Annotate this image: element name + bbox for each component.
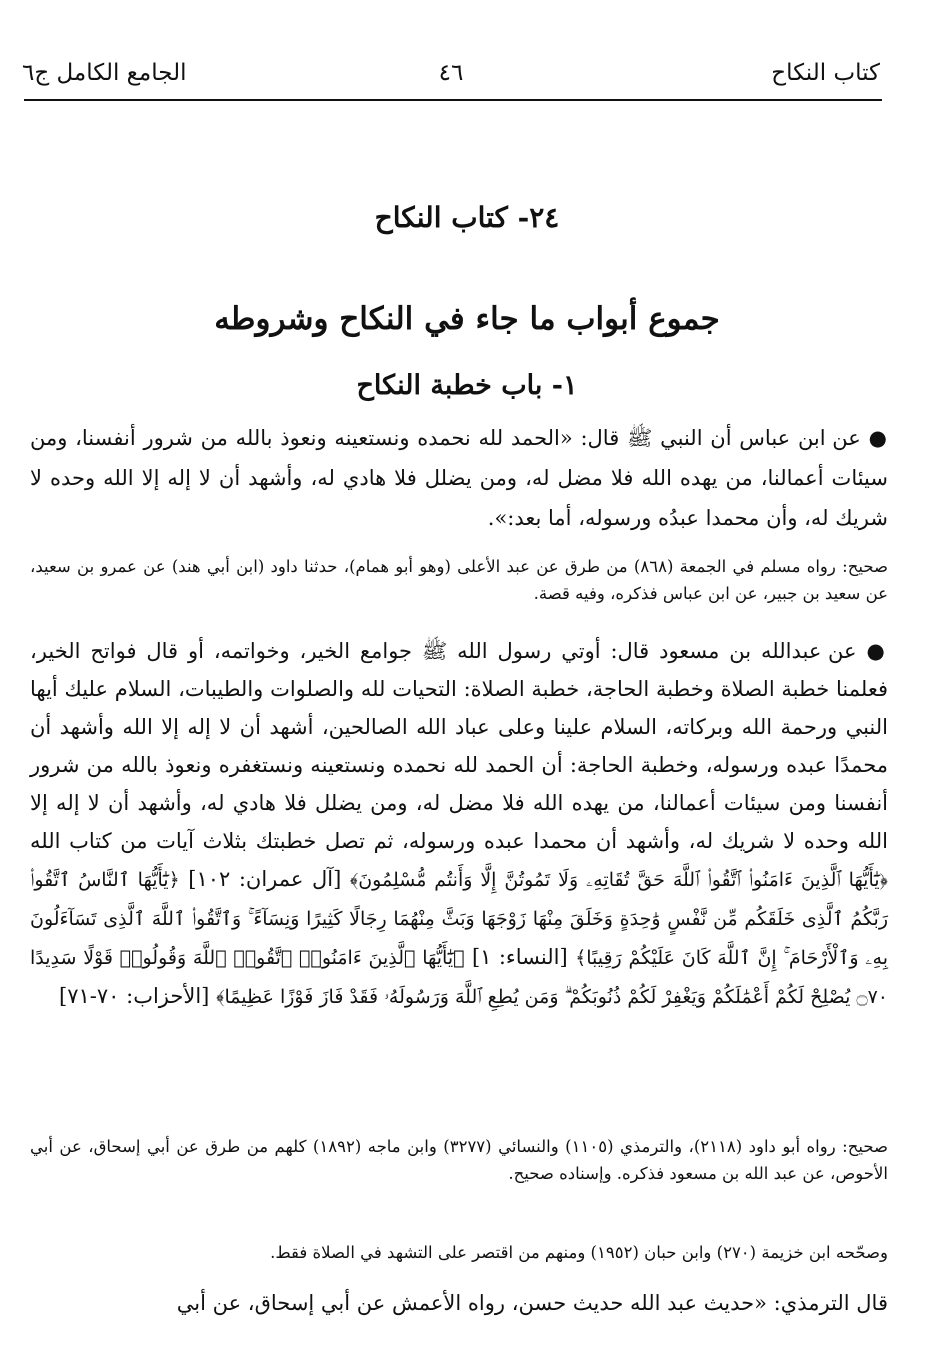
tirmidhi-comment-text: قال الترمذي: «حديث عبد الله حديث حسن، رواه الأعمش عن أبي إسحاق، عن أبي <box>176 1291 888 1315</box>
header-volume-title: الجامع الكامل ج٦ <box>22 60 187 86</box>
takhrij-note-1-text: صحيح: رواه مسلم في الجمعة (٨٦٨) من طرق عن عبد الأعلى (وهو أبو همام)، حدثنا داود (ابن أبي هند) عن عمرو بن سعيد، عن سعيد بن جبير، عن ابن عباس فذكره، وفيه قصة. <box>30 557 888 603</box>
hadith-2 <box>30 632 888 1016</box>
quran-verse-2: ﴿يَٰٓأَيُّهَا ٱلنَّاسُ ٱتَّقُوا۟ رَبَّكُمُ ٱلَّذِى خَلَقَكُم مِّن نَّفْسٍ وَٰحِدَةٍ وَخَلَقَ مِنْهَا زَوْجَهَا وَبَثَّ مِنْهُمَا رِجَالًا كَثِيرًا وَنِسَآءً ۚ وَٱتَّقُوا۟ ٱللَّهَ ٱلَّذِى تَسَآءَلُونَ بِهِۦ وَٱلْأَرْحَامَ ۚ إِنَّ ٱللَّهَ كَانَ عَلَيْكُمْ رَقِيبًا﴾ <box>30 869 888 969</box>
book-title: ٢٤- كتاب النكاح <box>374 201 560 234</box>
bullet-icon: ● <box>866 638 888 663</box>
verse-2-reference: [النساء: ١] <box>471 945 568 969</box>
hadith-1-text: عن ابن عباس أن النبي ﷺ قال: «الحمد لله نحمده ونستعينه ونعوذ بالله من شرور أنفسنا، ومن سيئات أعمالنا، من يهده الله فلا مضل له، ومن يضلل فلا هادي له، وأشهد أن لا إله إلا الله وحده لا شريك له، وأن محمدا عبدُه ورسوله، أما بعد:». <box>30 426 888 530</box>
takhrij-note-3-text: وصحّحه ابن خزيمة (٢٧٠) وابن حبان (١٩٥٢) ومنهم من اقتصر على التشهد في الصلاة فقط. <box>270 1243 888 1262</box>
bullet-icon: ● <box>868 425 888 450</box>
page-number: ٤٦ <box>438 60 464 86</box>
header-book-title: كتاب النكاح <box>771 60 880 86</box>
section-title: جموع أبواب ما جاء في النكاح وشروطه <box>214 301 720 337</box>
hadith-1 <box>30 418 888 538</box>
takhrij-note-3 <box>30 1239 888 1266</box>
takhrij-note-2-text: صحيح: رواه أبو داود (٢١١٨)، والترمذي (١١٠٥) والنسائي (٣٢٧٧) وابن ماجه (١٨٩٢) كلهم من طرق عن أبي إسحاق، عن أبي الأحوص، عن عبد الله بن مسعود فذكره. وإسناده صحيح. <box>30 1137 888 1183</box>
tirmidhi-comment <box>30 1283 888 1323</box>
quran-verse-1: ﴿يَٰٓأَيُّهَا ٱلَّذِينَ ءَامَنُوا۟ ٱتَّقُوا۟ ٱللَّهَ حَقَّ تُقَاتِهِۦ وَلَا تَمُوتُنَّ إِلَّا وَأَنتُم مُّسْلِمُونَ﴾ <box>349 869 888 891</box>
hadith-2-text: عن عبدالله بن مسعود قال: أوتي رسول الله ﷺ جوامع الخير، وخواتمه، أو قال فواتح الخير، فعلمنا خطبة الصلاة وخطبة الحاجة، خطبة الصلاة: التحيات لله والصلوات والطيبات، السلام عليك أيها النبي ورحمة الله وبركاته، السلام علينا وعلى عباد الله الصالحين، أشهد أن لا إله إلا الله وأشهد أن محمدًا عبده ورسوله، وخطبة الحاجة: أن الحمد لله نحمده ونستعينه ونستغفره ونعوذ بالله من شرور أنفسنا ومن سيئات أعمالنا، من يهده الله فلا مضل له، ومن يضلل فلا هادي له، وأشهد أن لا إله إلا الله وحده لا شريك له، وأشهد أن محمدا عبده ورسوله، ثم تصل خطبتك بثلاث آيات من كتاب الله <box>30 639 889 853</box>
chapter-title: ١- باب خطبة النكاح <box>356 370 578 401</box>
verse-3-reference: [الأحزاب: ٧٠-٧١] <box>59 984 210 1008</box>
header-rule <box>24 99 882 101</box>
takhrij-note-1 <box>30 553 888 607</box>
running-header <box>22 52 880 96</box>
quran-verse-3: ﴿يَٰٓأَيُّهَا ٱلَّذِينَ ءَامَنُوا۟ ٱتَّقُوا۟ ٱللَّهَ وَقُولُوا۟ قَوْلًا سَدِيدًا ۝٧٠ يُصْلِحْ لَكُمْ أَعْمَٰلَكُمْ وَيَغْفِرْ لَكُمْ ذُنُوبَكُمْ ۗ وَمَن يُطِعِ ٱللَّهَ وَرَسُولَهُۥ فَقَدْ فَازَ فَوْزًا عَظِيمًا﴾ <box>30 947 888 1008</box>
takhrij-note-2 <box>30 1133 888 1187</box>
verse-1-reference: [آل عمران: ١٠٢] <box>188 867 342 891</box>
